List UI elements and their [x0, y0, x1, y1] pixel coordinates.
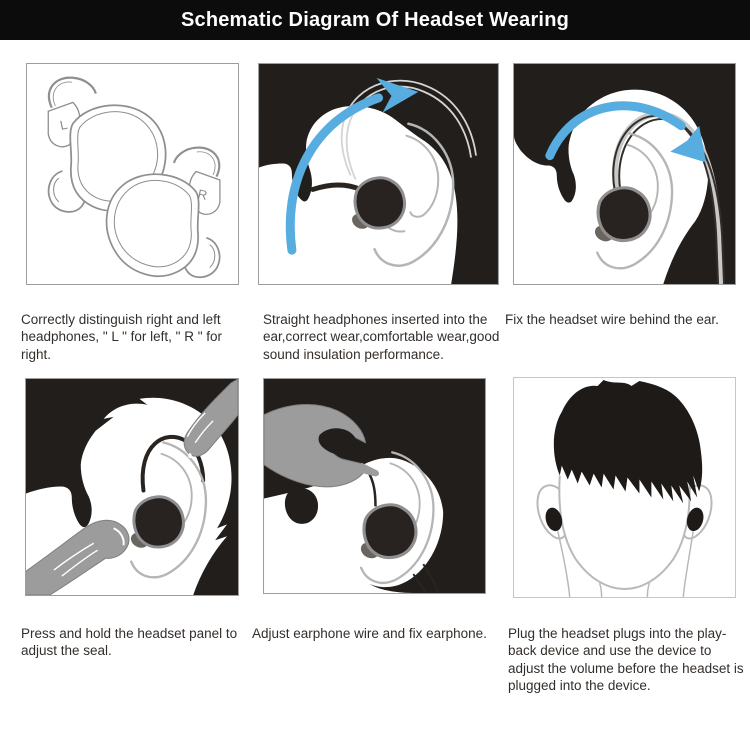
press-panel-illustration [26, 379, 238, 595]
page-title: Schematic Diagram Of Headset Wearing [180, 8, 570, 31]
step-5-illustration-panel [263, 378, 486, 594]
step-4-illustration-panel [25, 378, 239, 596]
step-2-illustration-panel [258, 63, 499, 285]
step-3-caption: Fix the headset wire behind the ear. [505, 311, 719, 327]
step-3-illustration-panel [513, 63, 736, 285]
title-bar [0, 0, 750, 40]
step-6-caption: Plug the headset plugs into the play-back device and use the device to adjust the volume before the headset is plugged into the device. [508, 625, 744, 693]
right-marker-label: R [196, 186, 209, 203]
wire-behind-ear-illustration [514, 64, 735, 284]
earphones-lr-illustration [27, 64, 238, 284]
left-marker-label: L [58, 116, 69, 133]
step-6-illustration-panel [513, 377, 736, 598]
front-head-illustration [514, 378, 735, 597]
step-1-illustration-panel [26, 63, 239, 285]
step-4-caption: Press and hold the headset panel to adjust the seal. [21, 625, 238, 658]
step-1-caption: Correctly distinguish right and left headphones, " L " for left, " R " for right. [21, 311, 223, 362]
adjust-wire-illustration [264, 379, 485, 593]
step-2-caption: Straight headphones inserted into the ear,correct wear,comfortable wear,good sound insulation performance. [263, 311, 500, 362]
insert-earphone-illustration [259, 64, 498, 284]
step-5-caption: Adjust earphone wire and fix earphone. [252, 625, 487, 641]
